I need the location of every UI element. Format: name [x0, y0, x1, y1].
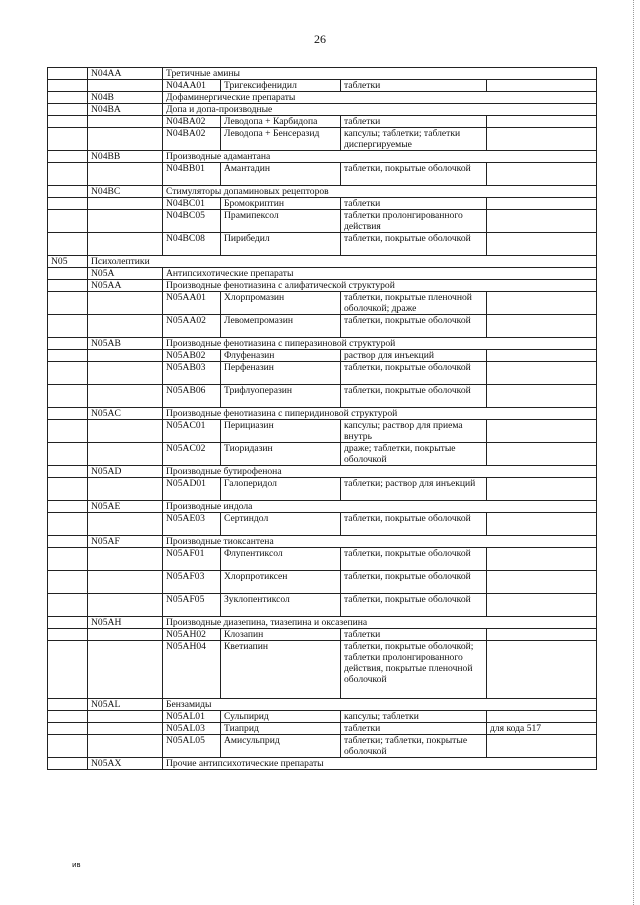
cell-subgroup-code: N05AF: [88, 536, 163, 548]
cell-atc-code: N05AA01: [163, 292, 221, 315]
cell-dosage-form: таблетки, покрытые оболочкой: [341, 233, 487, 256]
cell-group-code: [48, 641, 88, 699]
cell-group-code: [48, 210, 88, 233]
cell-drug-name: Амантадин: [221, 163, 341, 186]
cell-atc-code: N05AB02: [163, 350, 221, 362]
cell-group-code: [48, 128, 88, 151]
cell-subgroup-code: [88, 723, 163, 735]
table-row: [48, 256, 597, 268]
cell-atc-code: N05AL05: [163, 735, 221, 758]
cell-drug-name: Хлорпротиксен: [221, 571, 341, 594]
cell-atc-code: N05AL01: [163, 711, 221, 723]
table-row: [48, 629, 597, 641]
cell-subgroup-name: Производные бутирофенона: [163, 466, 597, 478]
cell-note: для кода 517: [487, 723, 597, 735]
table-row: [48, 92, 597, 104]
cell-group-code: [48, 116, 88, 128]
table-row: [48, 617, 597, 629]
table-row: [48, 233, 597, 256]
cell-group-code: [48, 338, 88, 350]
cell-group-code: [48, 629, 88, 641]
cell-subgroup-code: [88, 116, 163, 128]
cell-drug-name: Сульпирид: [221, 711, 341, 723]
cell-dosage-form: таблетки: [341, 723, 487, 735]
table-row: [48, 350, 597, 362]
cell-atc-code: N05AC01: [163, 420, 221, 443]
cell-subgroup-name: Производные адамантана: [163, 151, 597, 163]
cell-subgroup-code: [88, 198, 163, 210]
cell-dosage-form: таблетки: [341, 116, 487, 128]
cell-atc-code: N04BA02: [163, 116, 221, 128]
cell-atc-code: N05AL03: [163, 723, 221, 735]
table-row: [48, 151, 597, 163]
cell-note: [487, 80, 597, 92]
cell-subgroup-name: Производные индола: [163, 501, 597, 513]
cell-subgroup-name: Бензамиды: [163, 699, 597, 711]
cell-subgroup-code: [88, 571, 163, 594]
table-row: [48, 315, 597, 338]
cell-dosage-form: таблетки, покрытые оболочкой; таблетки пролонгированного действия, покрытые пленочной оболочкой: [341, 641, 487, 699]
cell-drug-name: Пирибедил: [221, 233, 341, 256]
cell-note: [487, 315, 597, 338]
table-row: [48, 478, 597, 501]
scan-edge-line: [632, 0, 634, 905]
cell-group-code: [48, 163, 88, 186]
table-row: [48, 571, 597, 594]
cell-drug-name: Левомепромазин: [221, 315, 341, 338]
cell-subgroup-name: Дофаминергические препараты: [163, 92, 597, 104]
cell-note: [487, 198, 597, 210]
cell-group-code: [48, 408, 88, 420]
cell-atc-code: N05AC02: [163, 443, 221, 466]
cell-atc-code: N05AH02: [163, 629, 221, 641]
table-row: [48, 548, 597, 571]
table-row: [48, 466, 597, 478]
table-row: [48, 280, 597, 292]
cell-note: [487, 711, 597, 723]
cell-group-code: [48, 350, 88, 362]
cell-subgroup-code: [88, 210, 163, 233]
cell-group-code: [48, 280, 88, 292]
table-row: [48, 338, 597, 350]
table-row: [48, 735, 597, 758]
cell-group-code: [48, 80, 88, 92]
cell-dosage-form: таблетки, покрытые пленочной оболочкой; драже: [341, 292, 487, 315]
cell-subgroup-code: N05AD: [88, 466, 163, 478]
cell-subgroup-code: [88, 292, 163, 315]
cell-subgroup-code: [88, 629, 163, 641]
footer-mark: ив: [72, 861, 81, 869]
cell-subgroup-name: Допа и допа-производные: [163, 104, 597, 116]
cell-subgroup-code: N05AA: [88, 280, 163, 292]
cell-subgroup-code: [88, 163, 163, 186]
cell-note: [487, 629, 597, 641]
cell-drug-name: Перфеназин: [221, 362, 341, 385]
cell-subgroup-code: N04BC: [88, 186, 163, 198]
cell-group-code: [48, 571, 88, 594]
table-row: [48, 104, 597, 116]
cell-group-code: [48, 594, 88, 617]
table-row: [48, 186, 597, 198]
cell-note: [487, 385, 597, 408]
cell-group-code: [48, 233, 88, 256]
cell-note: [487, 641, 597, 699]
table-row: [48, 420, 597, 443]
cell-group-code: [48, 466, 88, 478]
cell-subgroup-name: Производные фенотиазина с пиперидиновой структурой: [163, 408, 597, 420]
cell-note: [487, 163, 597, 186]
cell-dosage-form: раствор для инъекций: [341, 350, 487, 362]
cell-group-code: [48, 198, 88, 210]
table-row: [48, 408, 597, 420]
cell-note: [487, 571, 597, 594]
table-row: [48, 116, 597, 128]
table-row: [48, 128, 597, 151]
cell-subgroup-name: Прочие антипсихотические препараты: [163, 758, 597, 770]
cell-dosage-form: драже; таблетки, покрытые оболочкой: [341, 443, 487, 466]
cell-subgroup-name: Производные тиоксантена: [163, 536, 597, 548]
cell-note: [487, 210, 597, 233]
cell-group-code: [48, 268, 88, 280]
cell-dosage-form: таблетки; раствор для инъекций: [341, 478, 487, 501]
page-number: 26: [314, 32, 326, 46]
cell-subgroup-name: Производные диазепина, тиазепина и оксазепина: [163, 617, 597, 629]
cell-subgroup-code: [88, 128, 163, 151]
cell-atc-code: N04BC08: [163, 233, 221, 256]
cell-subgroup-code: N04BA: [88, 104, 163, 116]
cell-subgroup-code: N05AH: [88, 617, 163, 629]
table-row: [48, 641, 597, 699]
cell-atc-code: N04BB01: [163, 163, 221, 186]
cell-group-code: [48, 443, 88, 466]
cell-group-code: [48, 292, 88, 315]
cell-subgroup-code: [88, 420, 163, 443]
table-row: [48, 292, 597, 315]
cell-group-code: [48, 68, 88, 80]
cell-dosage-form: капсулы; таблетки: [341, 711, 487, 723]
cell-group-code: [48, 758, 88, 770]
cell-subgroup-name: Производные фенотиазина с пиперазиновой структурой: [163, 338, 597, 350]
cell-atc-code: N04BC05: [163, 210, 221, 233]
table-row: [48, 80, 597, 92]
cell-subgroup-code: [88, 233, 163, 256]
cell-dosage-form: капсулы; таблетки; таблетки диспергируемые: [341, 128, 487, 151]
cell-drug-name: Зуклопентиксол: [221, 594, 341, 617]
cell-subgroup-code: [88, 80, 163, 92]
cell-note: [487, 735, 597, 758]
cell-atc-code: N04BA02: [163, 128, 221, 151]
table-row: [48, 699, 597, 711]
cell-subgroup-code: [88, 735, 163, 758]
cell-drug-name: Трифлуоперазин: [221, 385, 341, 408]
cell-atc-code: N04AA01: [163, 80, 221, 92]
cell-dosage-form: таблетки: [341, 80, 487, 92]
cell-group-code: [48, 735, 88, 758]
cell-group-code: N05: [48, 256, 88, 268]
cell-subgroup-code: N05AX: [88, 758, 163, 770]
cell-dosage-form: таблетки: [341, 198, 487, 210]
cell-group-code: [48, 385, 88, 408]
cell-subgroup-code: [88, 548, 163, 571]
cell-group-code: [48, 617, 88, 629]
cell-subgroup-code: [88, 478, 163, 501]
cell-dosage-form: таблетки, покрытые оболочкой: [341, 548, 487, 571]
cell-drug-name: Флуфеназин: [221, 350, 341, 362]
cell-drug-name: Леводопа + Карбидопа: [221, 116, 341, 128]
cell-subgroup-code: N04AA: [88, 68, 163, 80]
cell-dosage-form: капсулы; раствор для приема внутрь: [341, 420, 487, 443]
cell-note: [487, 350, 597, 362]
table-row: [48, 385, 597, 408]
cell-dosage-form: таблетки пролонгированного действия: [341, 210, 487, 233]
cell-subgroup-code: N05AE: [88, 501, 163, 513]
cell-subgroup-code: [88, 315, 163, 338]
cell-subgroup-code: N05AC: [88, 408, 163, 420]
cell-drug-name: Сертиндол: [221, 513, 341, 536]
table-row: [48, 723, 597, 735]
cell-note: [487, 233, 597, 256]
cell-subgroup-name: Третичные амины: [163, 68, 597, 80]
cell-drug-name: Клозапин: [221, 629, 341, 641]
cell-dosage-form: таблетки, покрытые оболочкой: [341, 163, 487, 186]
cell-drug-name: Леводопа + Бенсеразид: [221, 128, 341, 151]
cell-atc-code: N05AF01: [163, 548, 221, 571]
cell-subgroup-code: N05AL: [88, 699, 163, 711]
cell-note: [487, 594, 597, 617]
cell-drug-name: Амисульприд: [221, 735, 341, 758]
cell-subgroup-code: N04B: [88, 92, 163, 104]
cell-note: [487, 443, 597, 466]
table-row: [48, 268, 597, 280]
table-row: [48, 513, 597, 536]
cell-note: [487, 478, 597, 501]
cell-drug-name: Галоперидол: [221, 478, 341, 501]
table-row: [48, 594, 597, 617]
drug-classification-table: [47, 67, 597, 770]
cell-subgroup-code: [88, 362, 163, 385]
cell-atc-code: N05AD01: [163, 478, 221, 501]
cell-subgroup-code: [88, 641, 163, 699]
cell-group-code: [48, 362, 88, 385]
cell-group-code: [48, 151, 88, 163]
cell-group-code: [48, 186, 88, 198]
table-row: [48, 501, 597, 513]
cell-group-code: [48, 478, 88, 501]
cell-atc-code: N05AB03: [163, 362, 221, 385]
cell-dosage-form: таблетки, покрытые оболочкой: [341, 513, 487, 536]
cell-group-code: [48, 723, 88, 735]
cell-subgroup-code: [88, 350, 163, 362]
cell-group-code: [48, 315, 88, 338]
cell-drug-name: Флупентиксол: [221, 548, 341, 571]
cell-subgroup-code: [88, 513, 163, 536]
cell-subgroup-code: N05A: [88, 268, 163, 280]
cell-subgroup-code: N04BB: [88, 151, 163, 163]
cell-dosage-form: таблетки; таблетки, покрытые оболочкой: [341, 735, 487, 758]
cell-drug-name: Перициазин: [221, 420, 341, 443]
cell-note: [487, 116, 597, 128]
table-row: [48, 758, 597, 770]
cell-atc-code: N05AH04: [163, 641, 221, 699]
cell-drug-name: Тиаприд: [221, 723, 341, 735]
cell-group-code: [48, 513, 88, 536]
cell-note: [487, 128, 597, 151]
cell-group-code: [48, 711, 88, 723]
cell-atc-code: N05AE03: [163, 513, 221, 536]
cell-drug-name: Тиоридазин: [221, 443, 341, 466]
table-row: [48, 711, 597, 723]
cell-dosage-form: таблетки, покрытые оболочкой: [341, 385, 487, 408]
cell-note: [487, 292, 597, 315]
cell-subgroup-name: Производные фенотиазина с алифатической структурой: [163, 280, 597, 292]
cell-drug-name: Тригексифенидил: [221, 80, 341, 92]
cell-drug-name: Кветиапин: [221, 641, 341, 699]
cell-group-code: [48, 420, 88, 443]
cell-group-code: [48, 536, 88, 548]
cell-subgroup-code: [88, 711, 163, 723]
cell-group-code: [48, 548, 88, 571]
cell-subgroup-name: Антипсихотические препараты: [163, 268, 597, 280]
cell-note: [487, 548, 597, 571]
table-row: [48, 68, 597, 80]
cell-atc-code: N05AF03: [163, 571, 221, 594]
cell-atc-code: N04BC01: [163, 198, 221, 210]
cell-group-code: [48, 501, 88, 513]
table-row: [48, 210, 597, 233]
cell-subgroup-code: [88, 385, 163, 408]
cell-atc-code: N05AF05: [163, 594, 221, 617]
cell-drug-name: Хлорпромазин: [221, 292, 341, 315]
cell-subgroup-code: N05AB: [88, 338, 163, 350]
cell-dosage-form: таблетки: [341, 629, 487, 641]
cell-atc-code: N05AA02: [163, 315, 221, 338]
cell-dosage-form: таблетки, покрытые оболочкой: [341, 315, 487, 338]
table-body: [48, 68, 597, 770]
cell-drug-name: Прамипексол: [221, 210, 341, 233]
table-row: [48, 163, 597, 186]
cell-dosage-form: таблетки, покрытые оболочкой: [341, 571, 487, 594]
cell-atc-code: N05AB06: [163, 385, 221, 408]
cell-dosage-form: таблетки, покрытые оболочкой: [341, 594, 487, 617]
cell-note: [487, 513, 597, 536]
cell-subgroup-code: [88, 594, 163, 617]
cell-note: [487, 420, 597, 443]
table-row: [48, 536, 597, 548]
cell-note: [487, 362, 597, 385]
table-row: [48, 362, 597, 385]
cell-dosage-form: таблетки, покрытые оболочкой: [341, 362, 487, 385]
cell-subgroup-code: [88, 443, 163, 466]
cell-group-code: [48, 92, 88, 104]
cell-group-name: Психолептики: [88, 256, 597, 268]
cell-group-code: [48, 104, 88, 116]
cell-subgroup-name: Стимуляторы допаминовых рецепторов: [163, 186, 597, 198]
table-row: [48, 198, 597, 210]
cell-drug-name: Бромокриптин: [221, 198, 341, 210]
table-row: [48, 443, 597, 466]
cell-group-code: [48, 699, 88, 711]
